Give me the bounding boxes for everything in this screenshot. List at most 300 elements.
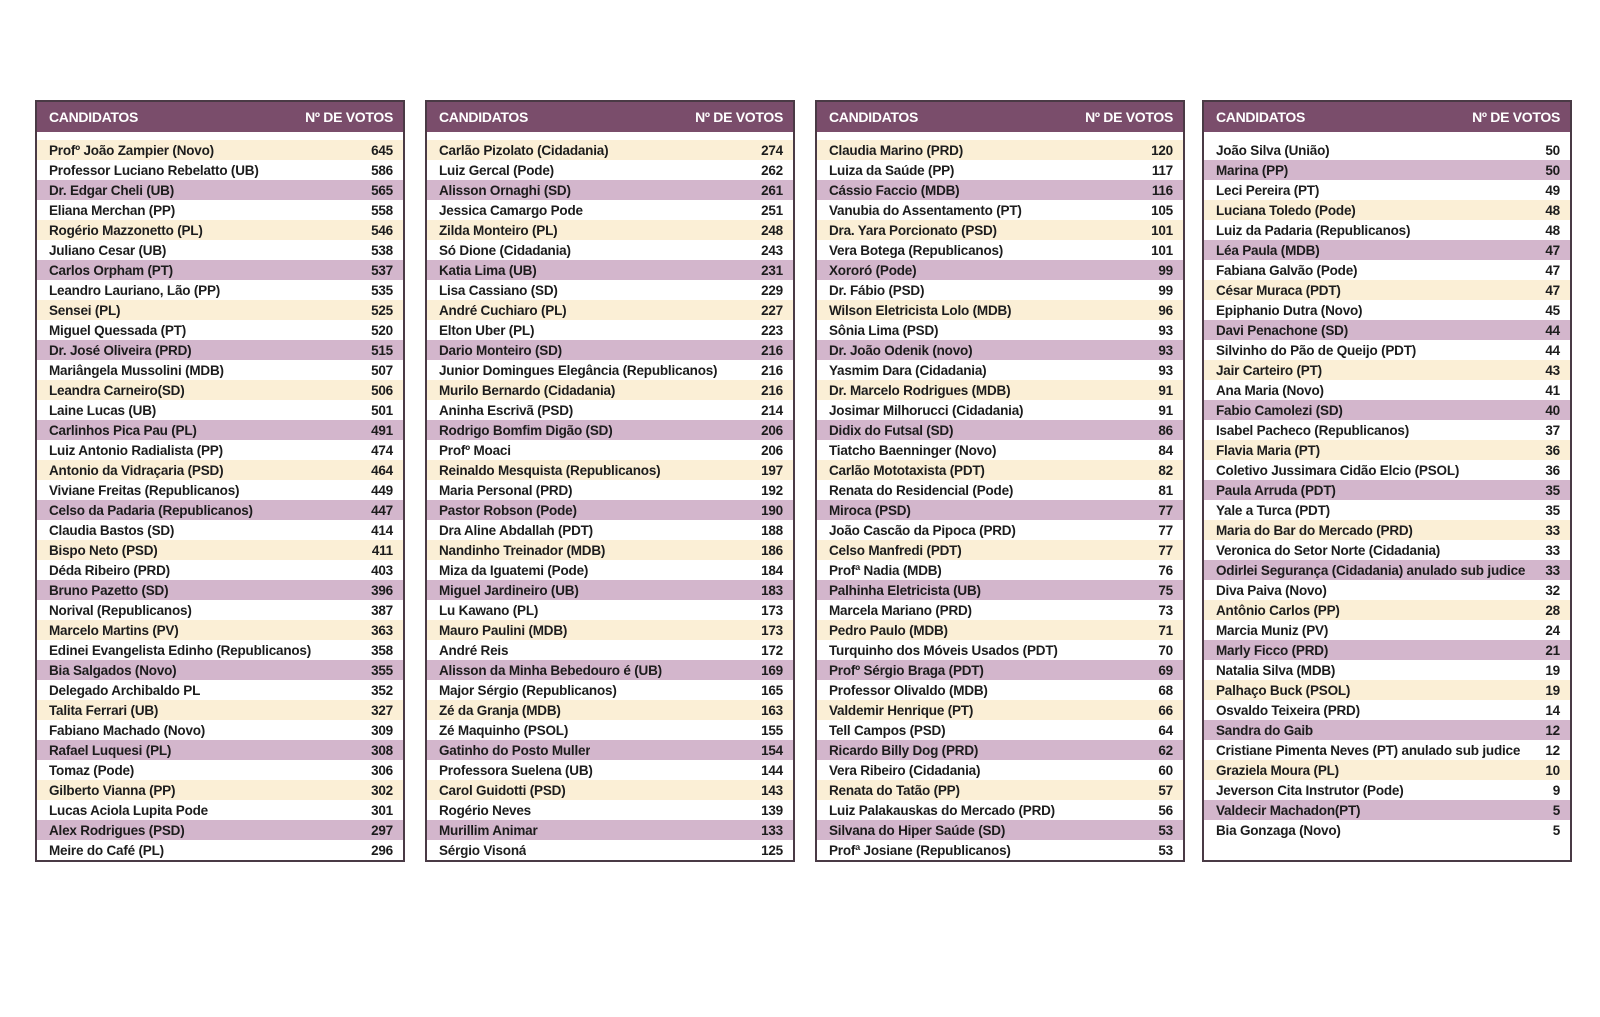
table-row <box>1204 600 1570 620</box>
vote-count: 449 <box>371 482 393 498</box>
candidate-name: Carlinhos Pica Pau (PL) <box>49 422 197 438</box>
table-row <box>427 720 793 740</box>
table-row <box>427 180 793 200</box>
table-row <box>1204 540 1570 560</box>
candidate-name: Profª Nadia (MDB) <box>829 562 942 578</box>
table-row <box>1204 360 1570 380</box>
table-row <box>427 700 793 720</box>
vote-count: 84 <box>1158 442 1173 458</box>
table-header <box>427 102 793 132</box>
table-header <box>1204 102 1570 132</box>
vote-count: 47 <box>1545 282 1560 298</box>
table-row <box>817 480 1183 500</box>
vote-count: 76 <box>1158 562 1173 578</box>
candidate-name: Lucas Aciola Lupita Pode <box>49 802 208 818</box>
vote-count: 216 <box>761 362 783 378</box>
vote-count: 183 <box>761 582 783 598</box>
candidate-name: João Cascão da Pipoca (PRD) <box>829 522 1016 538</box>
table-row <box>817 200 1183 220</box>
table-row <box>1204 340 1570 360</box>
vote-count: 19 <box>1545 662 1560 678</box>
vote-count: 301 <box>371 802 393 818</box>
vote-count: 352 <box>371 682 393 698</box>
vote-count: 66 <box>1158 702 1173 718</box>
table-row <box>37 600 403 620</box>
vote-count: 173 <box>761 622 783 638</box>
candidate-name: Cristiane Pimenta Neves (PT) anulado sub judice <box>1216 742 1521 758</box>
table-row <box>817 260 1183 280</box>
candidate-name: Rodrigo Bomfim Digão (SD) <box>439 422 613 438</box>
vote-count: 558 <box>371 202 393 218</box>
candidates-header: CANDIDATOS <box>829 109 919 125</box>
candidates-table-2 <box>425 100 795 862</box>
vote-count: 77 <box>1158 502 1173 518</box>
candidate-name: Bia Salgados (Novo) <box>49 662 177 678</box>
table-row <box>1204 560 1570 580</box>
candidate-name: Dr. Fábio (PSD) <box>829 282 925 298</box>
table-row <box>1204 500 1570 520</box>
candidate-name: Dario Monteiro (SD) <box>439 342 562 358</box>
vote-count: 154 <box>761 742 783 758</box>
vote-count: 93 <box>1158 342 1173 358</box>
candidate-name: Valdemir Henrique (PT) <box>829 702 974 718</box>
candidate-name: Katia Lima (UB) <box>439 262 537 278</box>
table-row <box>817 180 1183 200</box>
candidate-name: Veronica do Setor Norte (Cidadania) <box>1216 542 1441 558</box>
vote-count: 537 <box>371 262 393 278</box>
candidate-name: Bispo Neto (PSD) <box>49 542 158 558</box>
table-row <box>817 140 1183 160</box>
table-row <box>37 760 403 780</box>
table-row <box>37 640 403 660</box>
vote-count: 57 <box>1158 782 1173 798</box>
table-row <box>37 460 403 480</box>
table-row <box>37 740 403 760</box>
vote-count: 173 <box>761 602 783 618</box>
table-row <box>427 200 793 220</box>
table-row <box>427 360 793 380</box>
vote-count: 28 <box>1545 602 1560 618</box>
candidate-name: Tomaz (Pode) <box>49 762 135 778</box>
table-row <box>1204 480 1570 500</box>
candidate-name: André Reis <box>439 642 509 658</box>
candidate-name: Vanubia do Assentamento (PT) <box>829 202 1022 218</box>
candidate-name: Reinaldo Mesquista (Republicanos) <box>439 462 661 478</box>
candidate-name: Vera Botega (Republicanos) <box>829 242 1004 258</box>
table-row <box>817 360 1183 380</box>
table-rows <box>37 140 403 860</box>
table-row <box>817 320 1183 340</box>
table-row <box>427 400 793 420</box>
table-row <box>1204 620 1570 640</box>
vote-count: 9 <box>1552 782 1560 798</box>
vote-count: 44 <box>1545 342 1560 358</box>
table-row <box>37 280 403 300</box>
candidate-name: Carlos Orpham (PT) <box>49 262 173 278</box>
candidate-name: Gatinho do Posto Muller <box>439 742 591 758</box>
table-row <box>817 820 1183 840</box>
vote-count: 206 <box>761 422 783 438</box>
candidate-name: Antonio da Vidraçaria (PSD) <box>49 462 224 478</box>
table-row <box>37 700 403 720</box>
candidate-name: Luiz Palakauskas do Mercado (PRD) <box>829 802 1055 818</box>
table-row <box>427 840 793 860</box>
table-row <box>427 640 793 660</box>
table-row <box>1204 280 1570 300</box>
table-row <box>1204 680 1570 700</box>
table-row <box>427 340 793 360</box>
table-row <box>427 560 793 580</box>
table-row <box>817 660 1183 680</box>
votes-header: Nº DE VOTOS <box>1085 109 1173 125</box>
table-row <box>1204 700 1570 720</box>
table-row <box>1204 240 1570 260</box>
vote-count: 75 <box>1158 582 1173 598</box>
vote-count: 223 <box>761 322 783 338</box>
vote-count: 77 <box>1158 522 1173 538</box>
vote-count: 33 <box>1545 522 1560 538</box>
candidates-table-4 <box>1202 100 1572 862</box>
table-row <box>1204 640 1570 660</box>
table-row <box>427 300 793 320</box>
vote-count: 327 <box>371 702 393 718</box>
table-row <box>1204 200 1570 220</box>
vote-count: 387 <box>371 602 393 618</box>
table-row <box>427 760 793 780</box>
table-row <box>817 280 1183 300</box>
vote-count: 49 <box>1545 182 1560 198</box>
table-row <box>37 800 403 820</box>
vote-count: 56 <box>1158 802 1173 818</box>
candidate-name: Yale a Turca (PDT) <box>1216 502 1330 518</box>
candidates-header: CANDIDATOS <box>1216 109 1306 125</box>
candidate-name: Tiatcho Baenninger (Novo) <box>829 442 997 458</box>
table-row <box>37 540 403 560</box>
table-rows <box>817 140 1183 860</box>
vote-count: 117 <box>1151 162 1173 178</box>
vote-count: 86 <box>1158 422 1173 438</box>
table-row <box>817 500 1183 520</box>
candidate-name: Alisson da Minha Bebedouro é (UB) <box>439 662 662 678</box>
vote-count: 274 <box>761 142 783 158</box>
candidate-name: Leci Pereira (PT) <box>1216 182 1320 198</box>
table-row <box>1204 300 1570 320</box>
candidates-header: CANDIDATOS <box>439 109 529 125</box>
candidate-name: Sensei (PL) <box>49 302 121 318</box>
vote-count: 53 <box>1158 842 1173 858</box>
table-row <box>37 480 403 500</box>
candidate-name: Bruno Pazetto (SD) <box>49 582 169 598</box>
candidate-name: Luiz Antonio Radialista (PP) <box>49 442 223 458</box>
table-row <box>427 440 793 460</box>
candidate-name: Marcia Muniz (PV) <box>1216 622 1329 638</box>
candidate-name: Zé da Granja (MDB) <box>439 702 561 718</box>
candidate-name: Meire do Café (PL) <box>49 842 164 858</box>
votes-header: Nº DE VOTOS <box>305 109 393 125</box>
votes-header: Nº DE VOTOS <box>695 109 783 125</box>
candidate-name: Luiz da Padaria (Republicanos) <box>1216 222 1411 238</box>
vote-count: 214 <box>761 402 783 418</box>
vote-count: 36 <box>1545 462 1560 478</box>
vote-count: 73 <box>1158 602 1173 618</box>
candidate-name: Celso da Padaria (Republicanos) <box>49 502 253 518</box>
vote-count: 520 <box>371 322 393 338</box>
table-row <box>1204 160 1570 180</box>
table-row <box>817 240 1183 260</box>
table-row <box>427 660 793 680</box>
vote-count: 116 <box>1151 182 1173 198</box>
candidate-name: Ricardo Billy Dog (PRD) <box>829 742 979 758</box>
table-row <box>37 680 403 700</box>
candidate-name: Dr. Edgar Cheli (UB) <box>49 182 175 198</box>
candidate-name: Sandra do Gaib <box>1216 722 1313 738</box>
table-row <box>817 520 1183 540</box>
vote-count: 101 <box>1151 242 1173 258</box>
candidate-name: Déda Ribeiro (PRD) <box>49 562 170 578</box>
vote-count: 262 <box>761 162 783 178</box>
vote-count: 12 <box>1545 722 1560 738</box>
vote-count: 358 <box>371 642 393 658</box>
table-row <box>427 580 793 600</box>
candidate-name: Norival (Republicanos) <box>49 602 192 618</box>
vote-count: 43 <box>1545 362 1560 378</box>
candidate-name: Maria do Bar do Mercado (PRD) <box>1216 522 1413 538</box>
table-row <box>427 320 793 340</box>
candidate-name: Profº Moaci <box>439 442 511 458</box>
vote-count: 403 <box>371 562 393 578</box>
candidate-name: Miroca (PSD) <box>829 502 911 518</box>
vote-count: 586 <box>371 162 393 178</box>
candidate-name: Renata do Tatão (PP) <box>829 782 960 798</box>
candidates-header: CANDIDATOS <box>49 109 139 125</box>
candidate-name: Murillim Animar <box>439 822 538 838</box>
candidate-name: Silvana do Hiper Saúde (SD) <box>829 822 1006 838</box>
table-row <box>37 560 403 580</box>
vote-count: 216 <box>761 342 783 358</box>
table-row <box>427 380 793 400</box>
candidate-name: Dr. Marcelo Rodrigues (MDB) <box>829 382 1011 398</box>
vote-count: 355 <box>371 662 393 678</box>
table-row <box>427 620 793 640</box>
vote-count: 538 <box>371 242 393 258</box>
vote-count: 184 <box>761 562 783 578</box>
vote-count: 133 <box>761 822 783 838</box>
table-row <box>37 720 403 740</box>
vote-count: 21 <box>1545 642 1560 658</box>
candidate-name: João Silva (União) <box>1216 142 1330 158</box>
vote-count: 14 <box>1545 702 1560 718</box>
candidate-name: Rafael Luquesi (PL) <box>49 742 172 758</box>
table-row <box>1204 660 1570 680</box>
vote-count: 302 <box>371 782 393 798</box>
vote-count: 70 <box>1158 642 1173 658</box>
candidate-name: Marina (PP) <box>1216 162 1289 178</box>
vote-count: 47 <box>1545 242 1560 258</box>
candidate-name: Dr. João Odenik (novo) <box>829 342 973 358</box>
vote-count: 35 <box>1545 482 1560 498</box>
vote-count: 91 <box>1158 382 1173 398</box>
candidate-name: Valdecir Machadon(PT) <box>1216 802 1361 818</box>
table-row <box>37 420 403 440</box>
vote-count: 50 <box>1545 162 1560 178</box>
table-row <box>37 300 403 320</box>
table-row <box>427 220 793 240</box>
candidate-name: Professor Luciano Rebelatto (UB) <box>49 162 259 178</box>
candidate-name: Graziela Moura (PL) <box>1216 762 1339 778</box>
vote-count: 36 <box>1545 442 1560 458</box>
candidate-name: Carlão Pizolato (Cidadania) <box>439 142 609 158</box>
vote-count: 163 <box>761 702 783 718</box>
candidate-name: Palhinha Eletricista (UB) <box>829 582 981 598</box>
table-row <box>37 360 403 380</box>
candidate-name: Sérgio Visoná <box>439 842 527 858</box>
candidate-name: Zé Maquinho (PSOL) <box>439 722 569 738</box>
vote-count: 414 <box>371 522 393 538</box>
vote-count: 645 <box>371 142 393 158</box>
vote-count: 172 <box>761 642 783 658</box>
table-row <box>37 840 403 860</box>
vote-count: 464 <box>371 462 393 478</box>
candidate-name: Marcelo Martins (PV) <box>49 622 179 638</box>
table-row <box>37 520 403 540</box>
candidate-name: Professor Olivaldo (MDB) <box>829 682 988 698</box>
vote-count: 10 <box>1545 762 1560 778</box>
table-row <box>1204 520 1570 540</box>
vote-count: 261 <box>761 182 783 198</box>
candidate-name: Miguel Jardineiro (UB) <box>439 582 579 598</box>
table-row <box>1204 780 1570 800</box>
candidate-name: Major Sérgio (Republicanos) <box>439 682 617 698</box>
candidate-name: Laine Lucas (UB) <box>49 402 157 418</box>
vote-count: 515 <box>371 342 393 358</box>
candidate-name: Coletivo Jussimara Cidão Elcio (PSOL) <box>1216 462 1460 478</box>
table-row <box>817 340 1183 360</box>
vote-count: 24 <box>1545 622 1560 638</box>
candidate-name: Paula Arruda (PDT) <box>1216 482 1336 498</box>
table-row <box>1204 420 1570 440</box>
vote-count: 197 <box>761 462 783 478</box>
candidate-name: Alisson Ornaghi (SD) <box>439 182 571 198</box>
candidate-name: Luiza da Saúde (PP) <box>829 162 955 178</box>
table-row <box>1204 320 1570 340</box>
candidate-name: Xororó (Pode) <box>829 262 917 278</box>
table-row <box>37 340 403 360</box>
table-row <box>427 140 793 160</box>
candidate-name: Só Dione (Cidadania) <box>439 242 571 258</box>
candidate-name: Jessica Camargo Pode <box>439 202 583 218</box>
candidate-name: Pedro Paulo (MDB) <box>829 622 948 638</box>
table-row <box>427 520 793 540</box>
candidate-name: Miguel Quessada (PT) <box>49 322 187 338</box>
table-row <box>1204 220 1570 240</box>
table-row <box>427 780 793 800</box>
candidate-name: Natalia Silva (MDB) <box>1216 662 1336 678</box>
vote-count: 50 <box>1545 142 1560 158</box>
table-row <box>37 380 403 400</box>
table-row <box>817 760 1183 780</box>
candidate-name: Talita Ferrari (UB) <box>49 702 159 718</box>
table-row <box>1204 380 1570 400</box>
vote-count: 33 <box>1545 542 1560 558</box>
vote-count: 60 <box>1158 762 1173 778</box>
vote-count: 48 <box>1545 222 1560 238</box>
table-row <box>817 580 1183 600</box>
table-row <box>1204 260 1570 280</box>
candidate-name: Marcela Mariano (PRD) <box>829 602 972 618</box>
candidate-name: Junior Domingues Elegância (Republicanos) <box>439 362 718 378</box>
table-row <box>817 540 1183 560</box>
vote-count: 91 <box>1158 402 1173 418</box>
candidate-name: Cássio Faccio (MDB) <box>829 182 960 198</box>
vote-count: 491 <box>371 422 393 438</box>
candidate-name: Gilberto Vianna (PP) <box>49 782 176 798</box>
vote-count: 411 <box>371 542 393 558</box>
candidate-name: Flavia Maria (PT) <box>1216 442 1320 458</box>
vote-count: 192 <box>761 482 783 498</box>
candidate-name: Jeverson Cita Instrutor (Pode) <box>1216 782 1404 798</box>
vote-count: 309 <box>371 722 393 738</box>
table-row <box>427 540 793 560</box>
table-row <box>37 400 403 420</box>
candidate-name: Dr. José Oliveira (PRD) <box>49 342 192 358</box>
table-row <box>37 580 403 600</box>
vote-count: 144 <box>761 762 783 778</box>
table-row <box>427 500 793 520</box>
vote-count: 12 <box>1545 742 1560 758</box>
candidate-name: Murilo Bernardo (Cidadania) <box>439 382 616 398</box>
table-row <box>1204 820 1570 840</box>
table-row <box>817 560 1183 580</box>
table-row <box>37 620 403 640</box>
vote-count: 96 <box>1158 302 1173 318</box>
table-row <box>427 480 793 500</box>
vote-count: 68 <box>1158 682 1173 698</box>
table-row <box>37 140 403 160</box>
table-row <box>817 600 1183 620</box>
candidate-name: César Muraca (PDT) <box>1216 282 1341 298</box>
vote-count: 47 <box>1545 262 1560 278</box>
table-row <box>817 440 1183 460</box>
candidate-name: Fabiana Galvão (Pode) <box>1216 262 1358 278</box>
table-row <box>37 660 403 680</box>
candidate-name: Antônio Carlos (PP) <box>1216 602 1340 618</box>
vote-count: 105 <box>1151 202 1173 218</box>
table-row <box>37 180 403 200</box>
candidate-name: Edinei Evangelista Edinho (Republicanos) <box>49 642 312 658</box>
table-row <box>37 200 403 220</box>
table-row <box>1204 140 1570 160</box>
candidate-name: Maria Personal (PRD) <box>439 482 573 498</box>
vote-count: 99 <box>1158 282 1173 298</box>
vote-count: 82 <box>1158 462 1173 478</box>
table-row <box>817 220 1183 240</box>
table-row <box>817 620 1183 640</box>
vote-count: 53 <box>1158 822 1173 838</box>
candidate-name: Davi Penachone (SD) <box>1216 322 1348 338</box>
vote-count: 45 <box>1545 302 1560 318</box>
candidate-name: Dra. Yara Porcionato (PSD) <box>829 222 997 238</box>
candidate-name: Didix do Futsal (SD) <box>829 422 954 438</box>
vote-count: 69 <box>1158 662 1173 678</box>
vote-count: 32 <box>1545 582 1560 598</box>
table-row <box>817 800 1183 820</box>
candidate-name: Miza da Iguatemi (Pode) <box>439 562 589 578</box>
candidate-name: Mauro Paulini (MDB) <box>439 622 568 638</box>
vote-count: 363 <box>371 622 393 638</box>
candidate-name: Leandro Lauriano, Lão (PP) <box>49 282 221 298</box>
vote-count: 120 <box>1151 142 1173 158</box>
candidate-name: Fabio Camolezi (SD) <box>1216 402 1343 418</box>
